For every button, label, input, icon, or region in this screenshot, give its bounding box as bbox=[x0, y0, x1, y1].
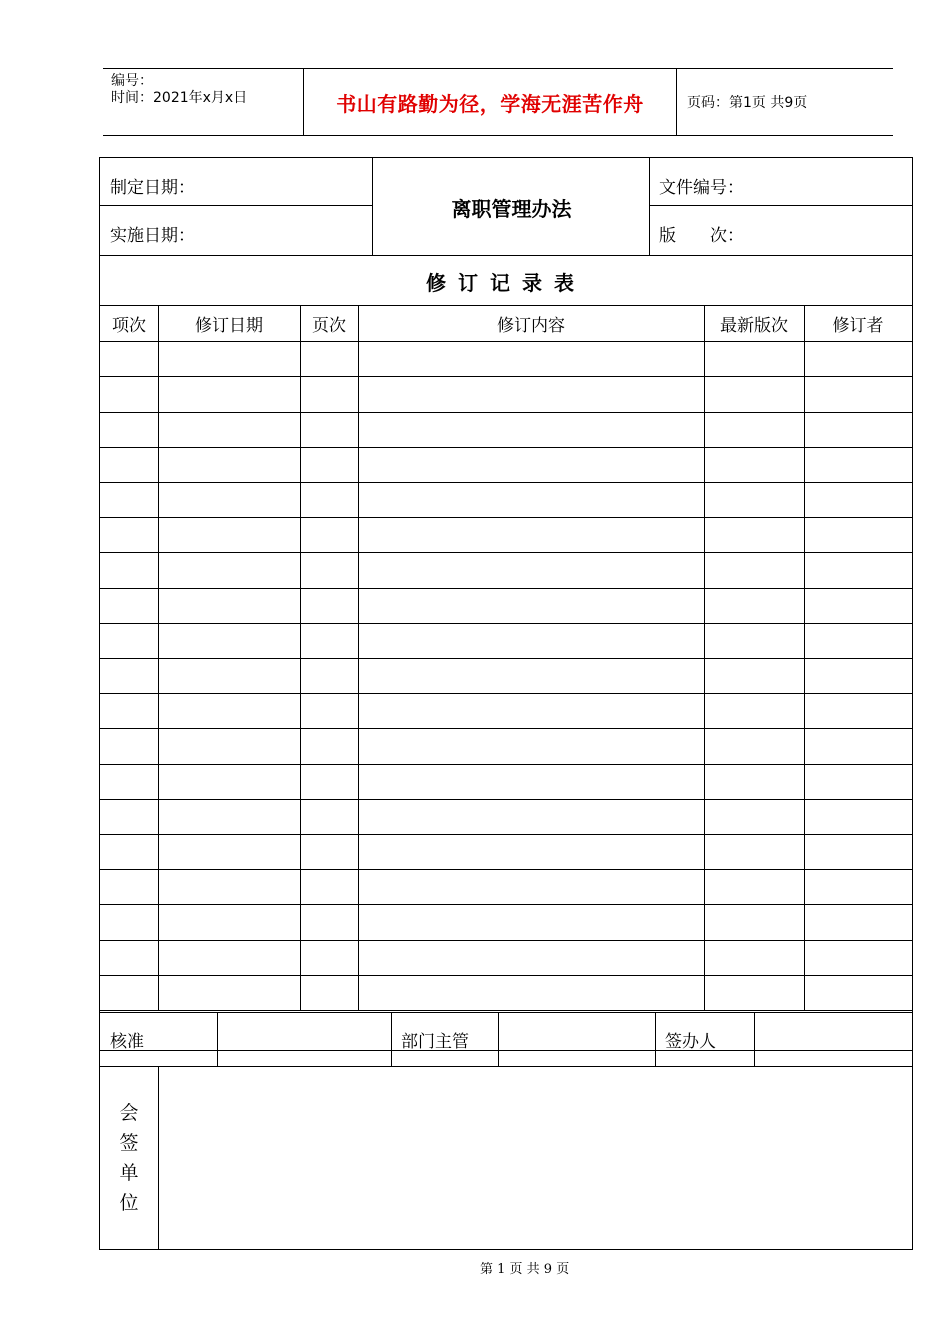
col-header-item: 项次 bbox=[112, 316, 146, 336]
table-row bbox=[100, 517, 912, 518]
page-header bbox=[103, 68, 893, 136]
divider bbox=[100, 1066, 912, 1067]
approve-label: 核准 bbox=[110, 1032, 144, 1052]
table-row bbox=[100, 482, 912, 483]
table-row bbox=[100, 975, 912, 976]
revision-form bbox=[99, 157, 913, 1051]
table-row bbox=[100, 623, 912, 624]
col-header-date: 修订日期 bbox=[195, 316, 263, 336]
revision-table-title: 修订记录表 bbox=[426, 270, 586, 295]
table-row bbox=[100, 940, 912, 941]
countersign-char: 单 bbox=[119, 1162, 139, 1184]
divider bbox=[100, 205, 372, 206]
col-header-version: 最新版次 bbox=[720, 316, 788, 336]
effective-date-label: 实施日期： bbox=[110, 226, 195, 246]
col-header-page: 页次 bbox=[312, 316, 346, 336]
table-row bbox=[100, 552, 912, 553]
handler-label: 签办人 bbox=[665, 1032, 716, 1052]
table-row bbox=[100, 588, 912, 589]
divider bbox=[655, 1013, 656, 1066]
motto: 书山有路勤为径，学海无涯苦作舟 bbox=[303, 69, 677, 135]
col-header-reviser: 修订者 bbox=[832, 316, 884, 336]
divider bbox=[391, 1013, 392, 1066]
divider bbox=[649, 205, 912, 206]
code-label: 编号： bbox=[111, 73, 153, 89]
file-number-label: 文件编号： bbox=[659, 178, 744, 198]
signoff-table bbox=[99, 1012, 913, 1250]
table-row bbox=[100, 341, 912, 342]
countersign-char: 位 bbox=[119, 1192, 139, 1214]
header-meta bbox=[103, 69, 303, 135]
table-row bbox=[100, 376, 912, 377]
document-title: 离职管理办法 bbox=[451, 196, 572, 221]
time-label: 时间：2021年x月x日 bbox=[111, 90, 248, 106]
page-info: 页码：第1页 共9页 bbox=[687, 95, 808, 111]
divider bbox=[217, 1013, 218, 1066]
table-row bbox=[100, 764, 912, 765]
page-footer: 第 1 页 共 9 页 bbox=[480, 1262, 570, 1277]
divider bbox=[754, 1013, 755, 1066]
countersign-char: 会 bbox=[119, 1102, 139, 1124]
table-row bbox=[100, 799, 912, 800]
table-row bbox=[100, 834, 912, 835]
col-header-content: 修订内容 bbox=[497, 316, 565, 336]
divider bbox=[498, 1013, 499, 1066]
table-row bbox=[100, 869, 912, 870]
table-row bbox=[100, 412, 912, 413]
table-row bbox=[100, 1010, 912, 1011]
table-row bbox=[100, 693, 912, 694]
draft-date-label: 制定日期： bbox=[110, 178, 195, 198]
dept-head-label: 部门主管 bbox=[401, 1032, 469, 1052]
table-row bbox=[100, 904, 912, 905]
table-row bbox=[100, 658, 912, 659]
version-label: 版 次： bbox=[659, 226, 744, 246]
countersign-char: 签 bbox=[119, 1132, 139, 1154]
table-row bbox=[100, 728, 912, 729]
table-row bbox=[100, 447, 912, 448]
divider bbox=[158, 1066, 159, 1249]
countersign-label bbox=[100, 1067, 158, 1249]
